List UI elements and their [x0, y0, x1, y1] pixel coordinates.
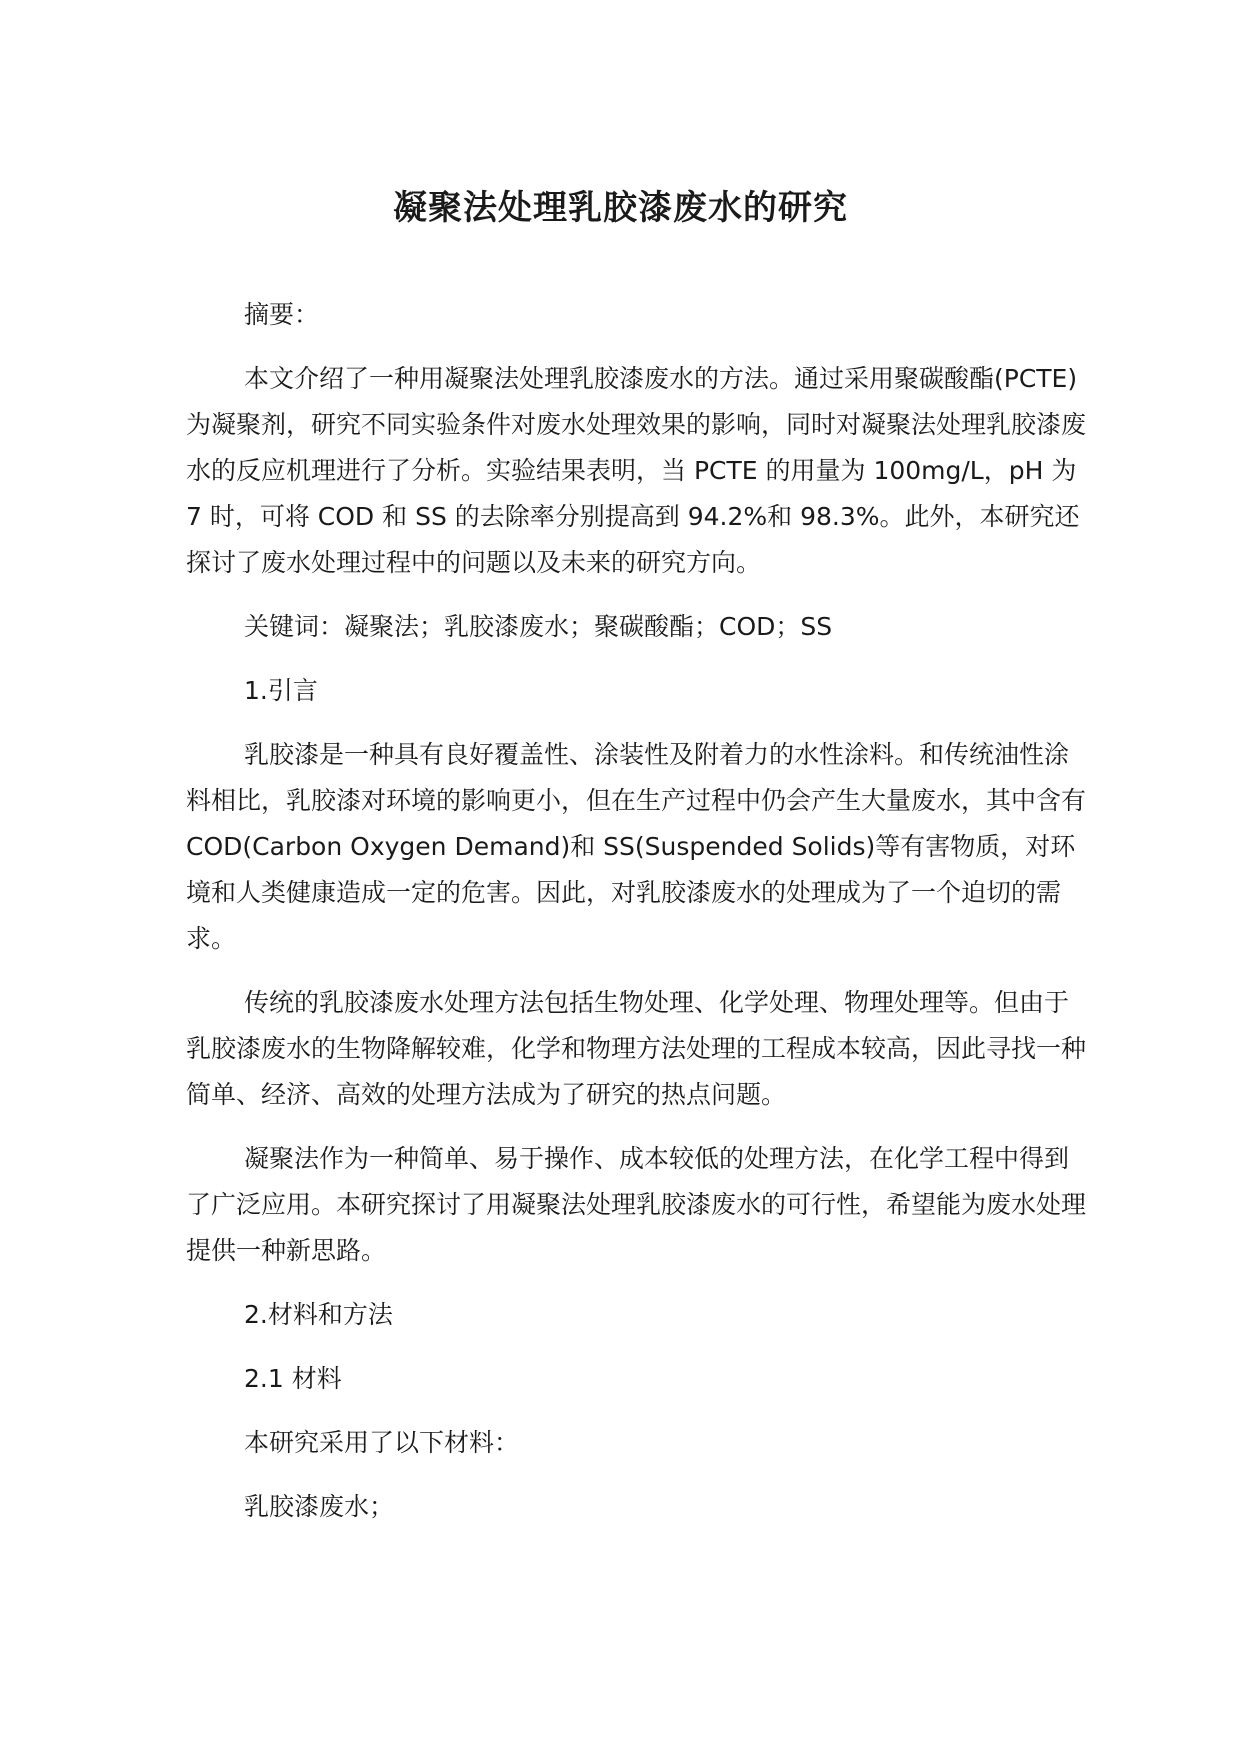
- keywords-line: 关键词：凝聚法；乳胶漆废水；聚碳酸酯；COD；SS: [244, 612, 833, 641]
- body-paragraph: 本研究采用了以下材料：: [244, 1428, 520, 1457]
- list-item: 乳胶漆废水；: [244, 1492, 395, 1521]
- section-heading-introduction: 1.引言: [244, 676, 318, 705]
- section-heading-materials-methods: 2.材料和方法: [244, 1300, 393, 1329]
- abstract-paragraph: 本文介绍了一种用凝聚法处理乳胶漆废水的方法。通过采用聚碳酸酯(PCTE)为凝聚剂，研究不同实验条件对废水处理效果的影响，同时对凝聚法处理乳胶漆废水的反应机理进行了分析。实验结果表明，当 PCTE 的用量为 100mg/L，pH 为 7 时，可将 COD 和 SS 的去除率分别提高到 94.2%和 98.3%。此外，本研究还探讨了废水处理过程中的问题以及未来的研究方向。: [186, 364, 1087, 577]
- document-body: [186, 292, 1086, 1548]
- body-paragraph: 传统的乳胶漆废水处理方法包括生物处理、化学处理、物理处理等。但由于乳胶漆废水的生物降解较难，化学和物理方法处理的工程成本较高，因此寻找一种简单、经济、高效的处理方法成为了研究的热点问题。: [186, 988, 1087, 1109]
- abstract-heading: 摘要：: [244, 300, 320, 329]
- body-paragraph: 乳胶漆是一种具有良好覆盖性、涂装性及附着力的水性涂料。和传统油性涂料相比，乳胶漆对环境的影响更小，但在生产过程中仍会产生大量废水，其中含有 COD(Carbon Oxygen Demand)和 SS(Suspended Solids)等有害物质，对环境和人类健康造成一定的危害。因此，对乳胶漆废水的处理成为了一个迫切的需求。: [186, 740, 1087, 953]
- document-title: 凝聚法处理乳胶漆废水的研究: [393, 188, 848, 228]
- subsection-heading-materials: 2.1 材料: [244, 1364, 342, 1393]
- body-paragraph: 凝聚法作为一种简单、易于操作、成本较低的处理方法，在化学工程中得到了广泛应用。本研究探讨了用凝聚法处理乳胶漆废水的可行性，希望能为废水处理提供一种新思路。: [186, 1144, 1087, 1265]
